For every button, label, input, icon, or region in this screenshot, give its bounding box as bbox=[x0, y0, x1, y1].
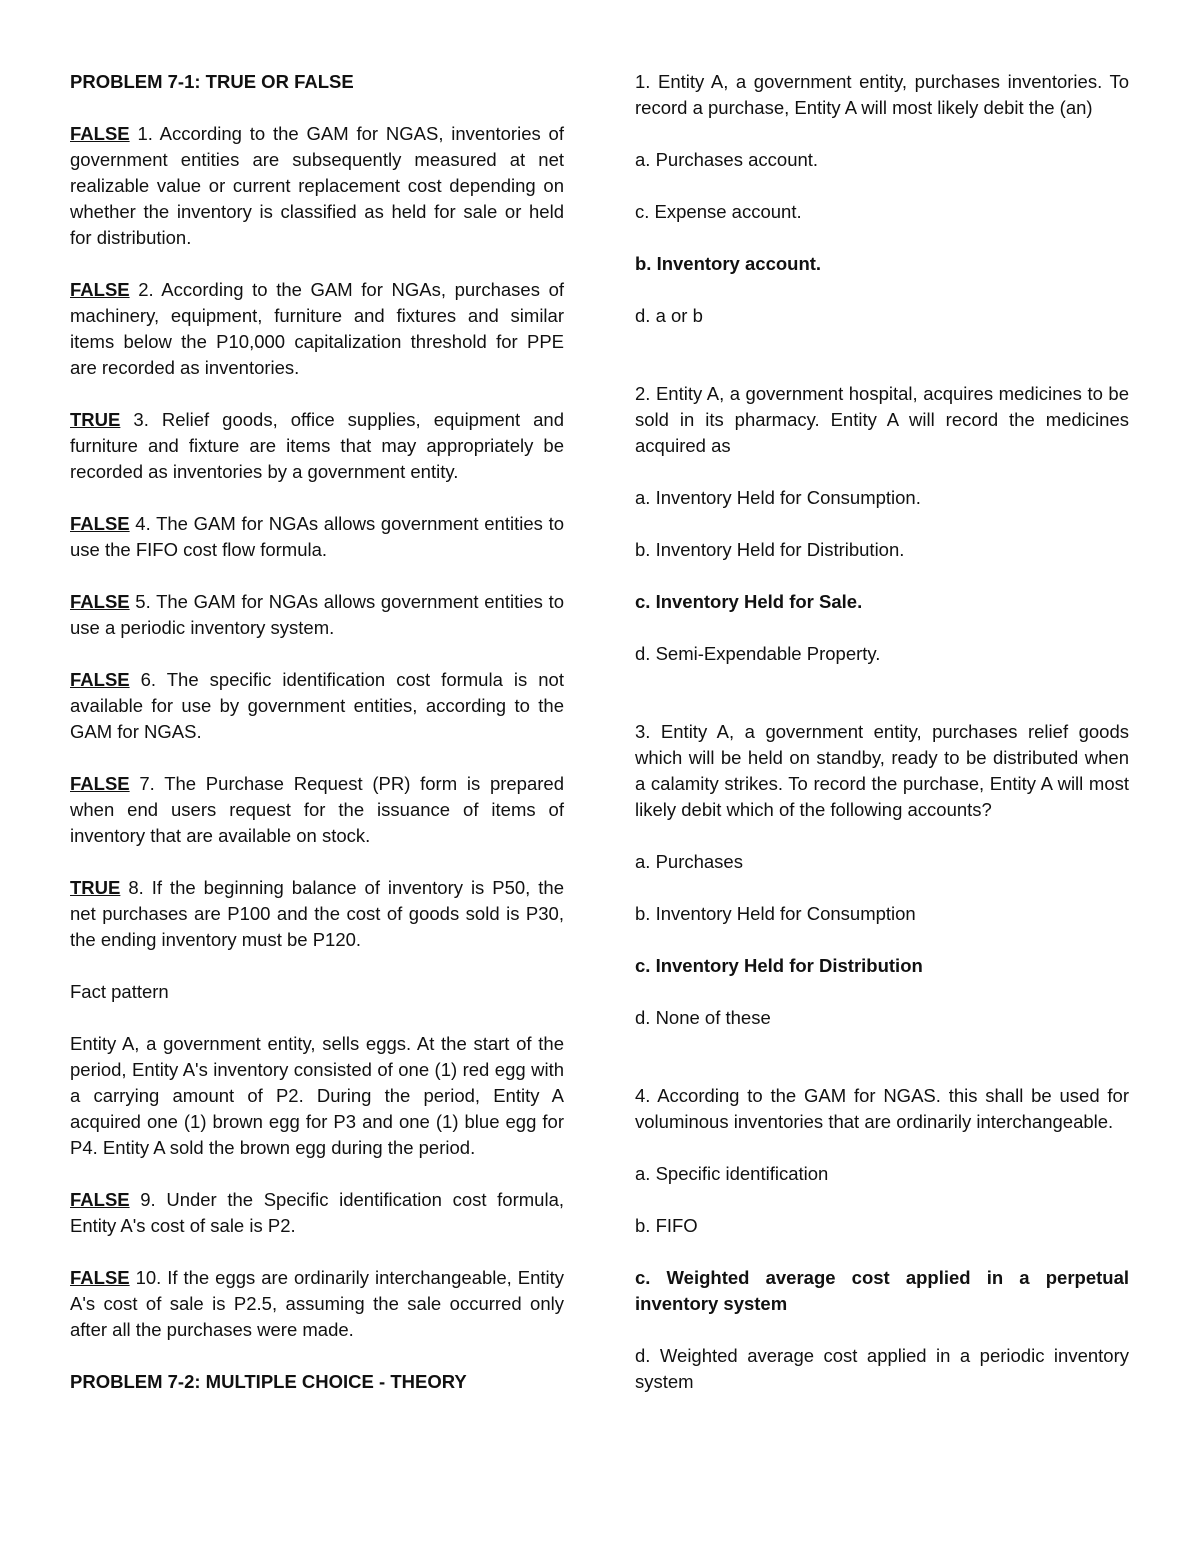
tf-item-3 bbox=[70, 407, 564, 485]
tf-item-7 bbox=[70, 771, 564, 849]
mc-option: c. Expense account. bbox=[635, 201, 802, 222]
mc-option-correct: c. Inventory Held for Distribution bbox=[635, 955, 923, 976]
mc-option: b. Inventory Held for Consumption bbox=[635, 903, 916, 924]
mc-question-3: 3. Entity A, a government entity, purchases relief goods which will be held on standby, ready to be distributed when a calamity strikes. To record the purchase, Entity A will most likely debit which of the following accounts? bbox=[635, 721, 1129, 820]
item-text: 4. The GAM for NGAs allows government entities to use the FIFO cost flow formula. bbox=[70, 513, 564, 560]
tf-item-6 bbox=[70, 667, 564, 745]
mc-option: a. Purchases account. bbox=[635, 149, 819, 170]
mc-option: d. Weighted average cost applied in a periodic inventory system bbox=[635, 1345, 1129, 1392]
mc-question-1: 1. Entity A, a government entity, purchases inventories. To record a purchase, Entity A will most likely debit the (an) bbox=[635, 71, 1129, 118]
item-text: 2. According to the GAM for NGAs, purchases of machinery, equipment, furniture and fixtures and similar items below the P10,000 capitalization threshold for PPE are recorded as inventories. bbox=[70, 279, 564, 378]
answer-label: FALSE bbox=[70, 669, 130, 690]
section-heading-7-2: PROBLEM 7-2: MULTIPLE CHOICE - THEORY bbox=[70, 1371, 467, 1392]
mc-question-4: 4. According to the GAM for NGAS. this shall be used for voluminous inventories that are ordinarily interchangeable. bbox=[635, 1085, 1129, 1132]
item-text: 8. If the beginning balance of inventory is P50, the net purchases are P100 and the cost of goods sold is P30, the ending inventory must be P120. bbox=[70, 877, 564, 950]
item-text: 10. If the eggs are ordinarily interchangeable, Entity A's cost of sale is P2.5, assuming the sale occurred only after all the purchases were made. bbox=[70, 1267, 564, 1340]
tf-item-8 bbox=[70, 875, 564, 953]
mc-option: d. Semi-Expendable Property. bbox=[635, 643, 881, 664]
mc-option: d. None of these bbox=[635, 1007, 771, 1028]
mc-option-correct: c. Weighted average cost applied in a perpetual inventory system bbox=[635, 1267, 1129, 1314]
left-column bbox=[70, 69, 564, 1421]
answer-label: FALSE bbox=[70, 1267, 130, 1288]
spacer bbox=[635, 355, 1129, 381]
item-text: 6. The specific identification cost formula is not available for use by government entities, according to the GAM for NGAS. bbox=[70, 669, 564, 742]
mc-question-2: 2. Entity A, a government hospital, acquires medicines to be sold in its pharmacy. Entity A will record the medicines acquired as bbox=[635, 383, 1129, 456]
fact-pattern-text: Entity A, a government entity, sells eggs. At the start of the period, Entity A's inventory consisted of one (1) red egg with a carrying amount of P2. During the period, Entity A acquired one (1) brown egg for P3 and one (1) blue egg for P4. Entity A sold the brown egg during the period. bbox=[70, 1033, 564, 1158]
section-heading-7-1: PROBLEM 7-1: TRUE OR FALSE bbox=[70, 71, 354, 92]
item-text: 7. The Purchase Request (PR) form is prepared when end users request for the issuance of items of inventory that are available on stock. bbox=[70, 773, 564, 846]
answer-label: FALSE bbox=[70, 1189, 130, 1210]
mc-option-correct: c. Inventory Held for Sale. bbox=[635, 591, 863, 612]
tf-item-4 bbox=[70, 511, 564, 563]
right-column bbox=[635, 69, 1129, 1421]
answer-label: FALSE bbox=[70, 123, 130, 144]
mc-option: b. Inventory Held for Distribution. bbox=[635, 539, 905, 560]
spacer bbox=[635, 1057, 1129, 1083]
answer-label: TRUE bbox=[70, 877, 121, 898]
tf-item-2 bbox=[70, 277, 564, 381]
item-text: 5. The GAM for NGAs allows government entities to use a periodic inventory system. bbox=[70, 591, 564, 638]
mc-option: a. Inventory Held for Consumption. bbox=[635, 487, 921, 508]
fact-pattern-label: Fact pattern bbox=[70, 981, 169, 1002]
tf-item-9 bbox=[70, 1187, 564, 1239]
item-text: 9. Under the Specific identification cost formula, Entity A's cost of sale is P2. bbox=[70, 1189, 564, 1236]
item-text: 3. Relief goods, office supplies, equipment and furniture and fixture are items that may appropriately be recorded as inventories by a government entity. bbox=[70, 409, 564, 482]
tf-item-1 bbox=[70, 121, 564, 251]
answer-label: TRUE bbox=[70, 409, 121, 430]
mc-option-correct: b. Inventory account. bbox=[635, 253, 822, 274]
answer-label: FALSE bbox=[70, 513, 130, 534]
answer-label: FALSE bbox=[70, 773, 130, 794]
mc-option: a. Purchases bbox=[635, 851, 743, 872]
mc-option: a. Specific identification bbox=[635, 1163, 829, 1184]
tf-item-5 bbox=[70, 589, 564, 641]
mc-option: d. a or b bbox=[635, 305, 703, 326]
answer-label: FALSE bbox=[70, 279, 130, 300]
mc-option: b. FIFO bbox=[635, 1215, 698, 1236]
answer-label: FALSE bbox=[70, 591, 130, 612]
item-text: 1. According to the GAM for NGAS, inventories of government entities are subsequently measured at net realizable value or current replacement cost depending on whether the inventory is classified as held for sale or held for distribution. bbox=[70, 123, 564, 248]
tf-item-10 bbox=[70, 1265, 564, 1343]
spacer bbox=[635, 693, 1129, 719]
